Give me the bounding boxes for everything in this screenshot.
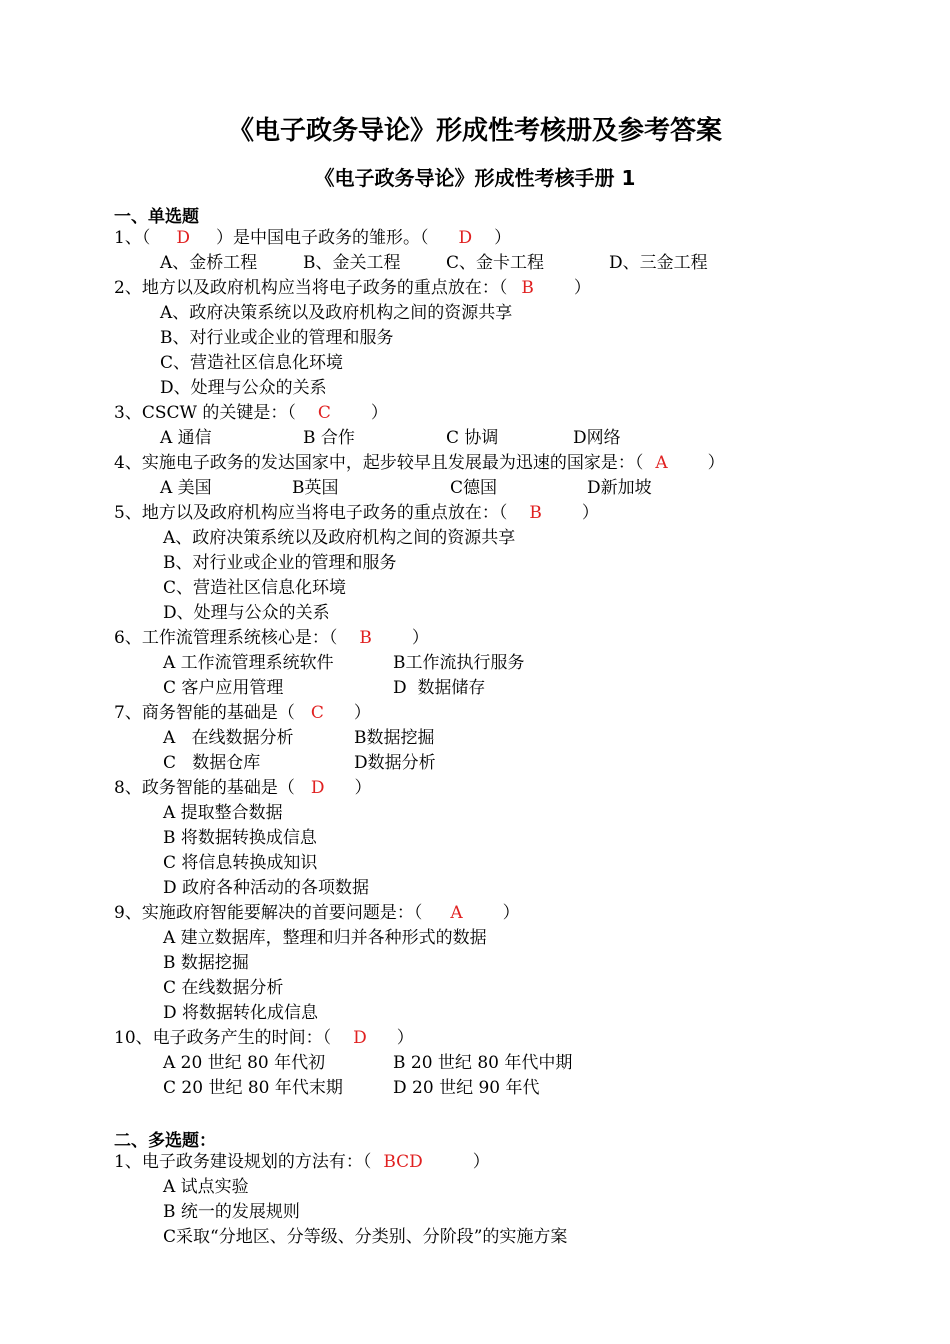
- q1-option-d: D、三金工程: [609, 253, 708, 273]
- q5-option-b: B、对行业或企业的管理和服务: [163, 553, 397, 573]
- q5-option-c: C、营造社区信息化环境: [163, 578, 347, 598]
- answer-2: B: [521, 278, 534, 298]
- document-subtitle: 《电子政务导论》形成性考核手册 1: [314, 166, 636, 190]
- q3-option-c: C 协调: [446, 428, 499, 448]
- q8-option-d: D 政府各种活动的各项数据: [163, 878, 370, 898]
- q3-option-b: B 合作: [303, 428, 355, 448]
- q8-option-b: B 将数据转换成信息: [163, 828, 317, 848]
- answer-5: B: [529, 503, 542, 523]
- question-3: 3、CSCW 的关键是：（ C ）: [114, 403, 388, 423]
- question-1: 1、（ D ）是中国电子政务的雏形。（ D ）: [114, 228, 512, 248]
- question-7: 7、商务智能的基础是（ C ）: [114, 703, 371, 723]
- section-heading-single-choice: 一、单选题: [114, 207, 199, 227]
- q3-option-d: D网络: [573, 428, 621, 448]
- q2-option-a: A、政府决策系统以及政府机构之间的资源共享: [160, 303, 513, 323]
- question-4: 4、实施电子政务的发达国家中，起步较早且发展最为迅速的国家是：（ A ）: [114, 453, 725, 473]
- q4-option-a: A 美国: [160, 478, 212, 498]
- q1-option-c: C、金卡工程: [446, 253, 545, 273]
- q6-option-b: B工作流执行服务: [393, 653, 525, 673]
- q9-option-d: D 将数据转化成信息: [163, 1003, 319, 1023]
- answer-1: D: [176, 228, 190, 248]
- mc-question-1: 1、电子政务建设规划的方法有：（ BCD ）: [114, 1152, 490, 1172]
- answer-10: D: [353, 1028, 367, 1048]
- q6-option-c: C 客户应用管理: [163, 678, 284, 698]
- q9-option-b: B 数据挖掘: [163, 953, 249, 973]
- question-8: 8、政务智能的基础是（ D ）: [114, 778, 372, 798]
- q7-option-b: B数据挖掘: [354, 728, 435, 748]
- question-9: 9、实施政府智能要解决的首要问题是：（ A ）: [114, 903, 520, 923]
- q10-option-b: B 20 世纪 80 年代中期: [393, 1053, 573, 1073]
- q4-option-d: D新加坡: [587, 478, 652, 498]
- q2-option-b: B、对行业或企业的管理和服务: [160, 328, 394, 348]
- answer-9: A: [450, 903, 463, 923]
- q10-option-c: C 20 世纪 80 年代末期: [163, 1078, 343, 1098]
- answer-6: B: [359, 628, 372, 648]
- answer-7: C: [310, 703, 324, 723]
- mc-q1-option-c: C采取“分地区、分等级、分类别、分阶段”的实施方案: [163, 1227, 568, 1247]
- question-5: 5、地方以及政府机构应当将电子政务的重点放在：（ B ）: [114, 503, 599, 523]
- q1-option-a: A、金桥工程: [160, 253, 258, 273]
- q2-option-c: C、营造社区信息化环境: [160, 353, 344, 373]
- mc-q1-option-a: A 试点实验: [163, 1177, 249, 1197]
- mc-answer-1: BCD: [383, 1152, 423, 1172]
- q10-option-a: A 20 世纪 80 年代初: [163, 1053, 326, 1073]
- answer-8: D: [310, 778, 325, 798]
- q7-option-d: D数据分析: [354, 753, 436, 773]
- q5-option-d: D、处理与公众的关系: [163, 603, 330, 623]
- q4-option-b: B英国: [292, 478, 339, 498]
- question-6: 6、工作流管理系统核心是：（ B ）: [114, 628, 429, 648]
- q6-option-a: A 工作流管理系统软件: [163, 653, 334, 673]
- q2-option-d: D、处理与公众的关系: [160, 378, 327, 398]
- section-heading-multiple-choice: 二、多选题：: [114, 1131, 216, 1151]
- answer-4: A: [655, 453, 668, 473]
- q4-option-c: C德国: [450, 478, 498, 498]
- answer-1-repeat: D: [458, 228, 473, 248]
- q3-option-a: A 通信: [160, 428, 212, 448]
- q1-option-b: B、金关工程: [303, 253, 401, 273]
- q7-option-c: C 数据仓库: [163, 753, 261, 773]
- q9-option-a: A 建立数据库，整理和归并各种形式的数据: [163, 928, 487, 948]
- q7-option-a: A 在线数据分析: [163, 728, 294, 748]
- question-10: 10、电子政务产生的时间：（ D ）: [114, 1028, 414, 1048]
- q9-option-c: C 在线数据分析: [163, 978, 284, 998]
- q8-option-a: A 提取整合数据: [163, 803, 283, 823]
- answer-3: C: [317, 403, 331, 423]
- document-title: 《电子政务导论》形成性考核册及参考答案: [227, 116, 722, 146]
- q8-option-c: C 将信息转换成知识: [163, 853, 318, 873]
- q10-option-d: D 20 世纪 90 年代: [393, 1078, 540, 1098]
- mc-q1-option-b: B 统一的发展规则: [163, 1202, 300, 1222]
- q5-option-a: A、政府决策系统以及政府机构之间的资源共享: [163, 528, 516, 548]
- question-2: 2、地方以及政府机构应当将电子政务的重点放在：（ B ）: [114, 278, 591, 298]
- q6-option-d: D 数据储存: [393, 678, 486, 698]
